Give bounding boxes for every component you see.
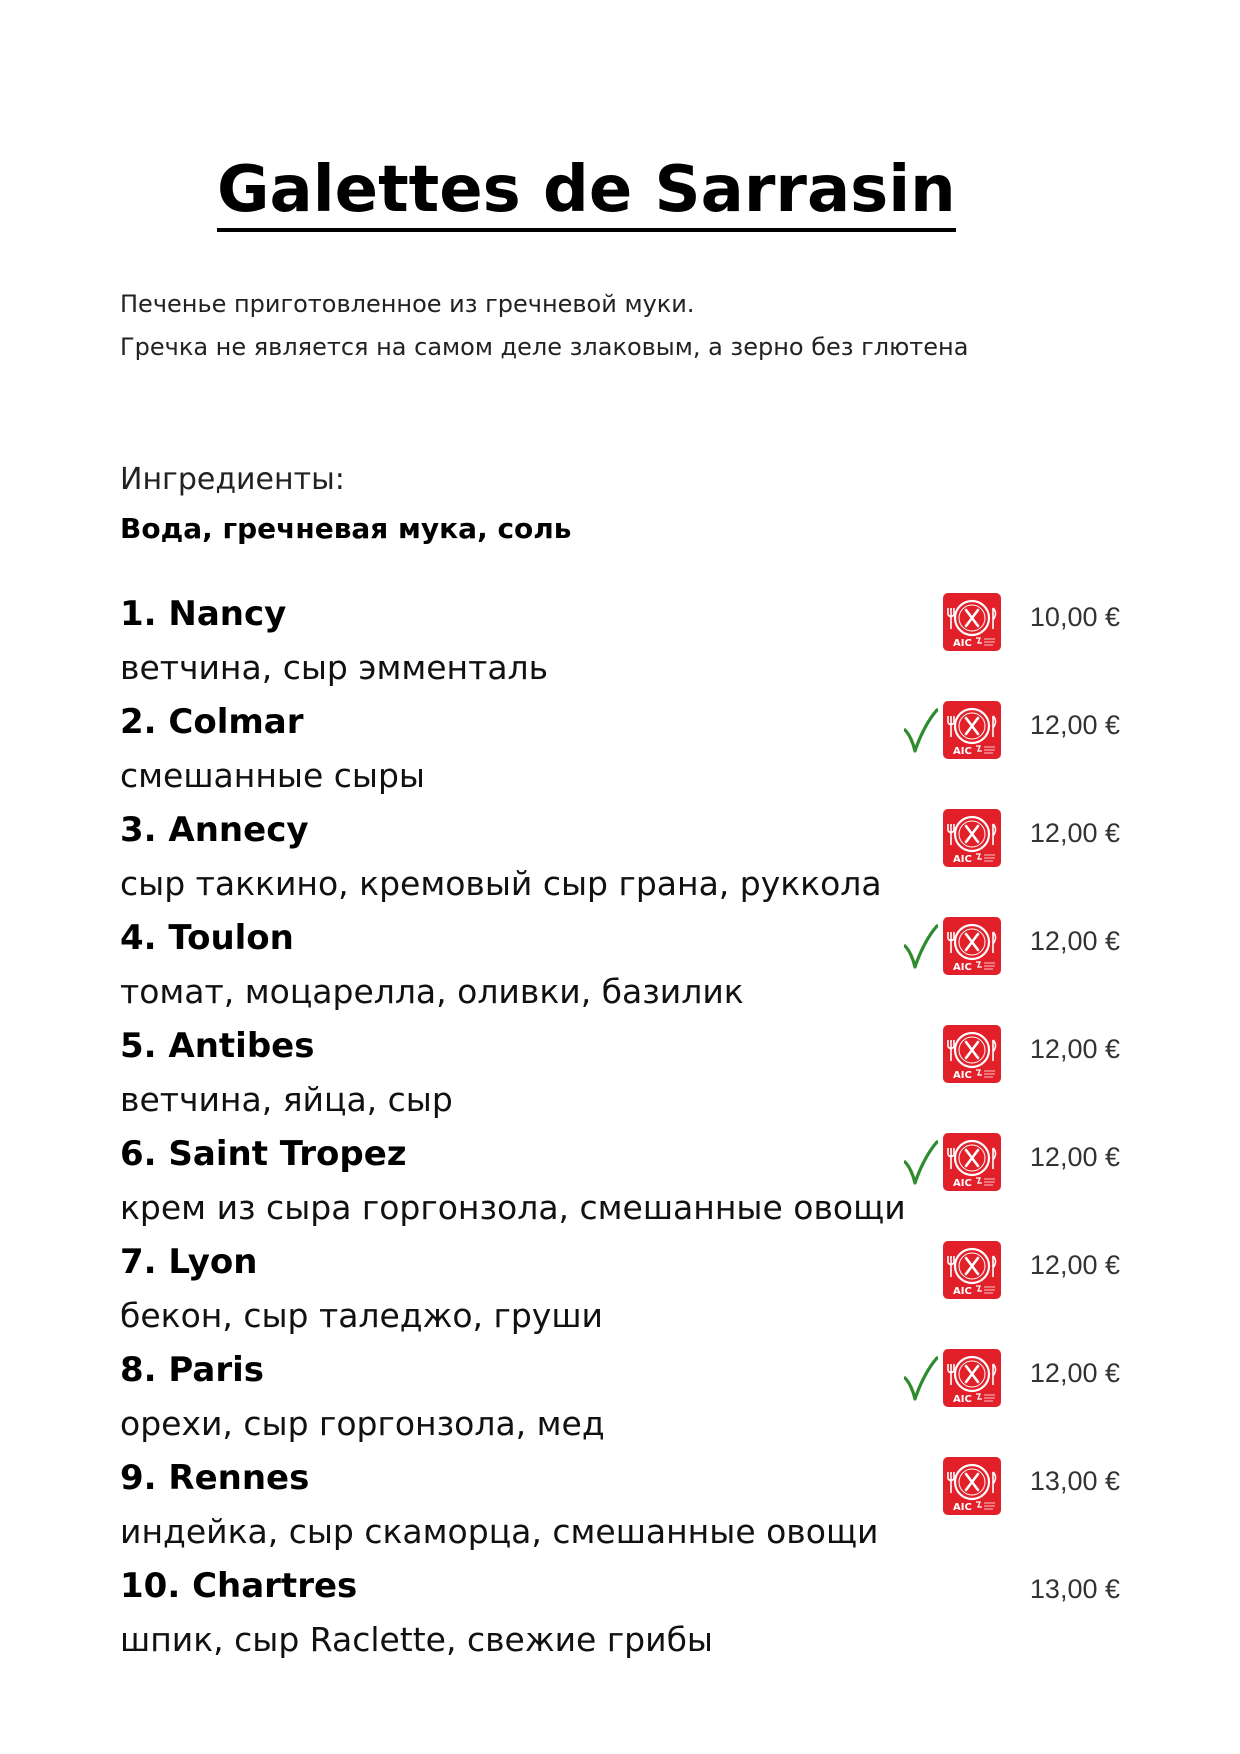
menu-item-description: крем из сыра горгонзола, смешанные овощи: [120, 1188, 906, 1227]
menu-item-name: 9. Rennes: [120, 1458, 310, 1498]
vegetarian-check-icon: [904, 924, 938, 970]
menu-item: [120, 914, 1120, 1022]
svg-text:AIC: AIC: [953, 854, 972, 865]
svg-text:AIC: AIC: [953, 1394, 972, 1405]
menu-item-name: 4. Toulon: [120, 918, 294, 958]
menu-item-description: орехи, сыр горгонзола, мед: [120, 1404, 605, 1443]
svg-text:AIC: AIC: [953, 746, 972, 757]
aic-gluten-free-icon: [943, 1457, 1001, 1515]
aic-gluten-free-icon: [943, 701, 1001, 759]
menu-item-description: томат, моцарелла, оливки, базилик: [120, 972, 744, 1011]
menu-item-price: 12,00 €: [1029, 1142, 1120, 1172]
aic-gluten-free-icon: [943, 593, 1001, 651]
menu-item-name: 10. Chartres: [120, 1566, 358, 1606]
menu-item: [120, 806, 1120, 914]
menu-item: [120, 1238, 1120, 1346]
menu-item-name: 2. Colmar: [120, 702, 304, 742]
intro-line-1: Печенье приготовленное из гречневой муки.: [120, 290, 695, 318]
aic-gluten-free-icon: [943, 1241, 1001, 1299]
menu-item: [120, 1562, 1120, 1670]
svg-text:AIC: AIC: [953, 1070, 972, 1081]
menu-item: [120, 1454, 1120, 1562]
page-title: Galettes de Sarrasin: [217, 158, 956, 232]
menu-item-description: бекон, сыр таледжо, груши: [120, 1296, 603, 1335]
svg-text:AIC: AIC: [953, 638, 972, 649]
menu-item-price: 12,00 €: [1029, 818, 1120, 848]
menu-item-price: 12,00 €: [1029, 1034, 1120, 1064]
menu-item-name: 6. Saint Tropez: [120, 1134, 407, 1174]
menu-item-price: 12,00 €: [1029, 1250, 1120, 1280]
menu-item-price: 12,00 €: [1029, 1358, 1120, 1388]
menu-list: [120, 590, 1120, 1670]
aic-gluten-free-icon: [943, 809, 1001, 867]
menu-item-description: сыр таккино, кремовый сыр грана, руккола: [120, 864, 882, 903]
aic-gluten-free-icon: [943, 1349, 1001, 1407]
menu-item-price: 12,00 €: [1029, 710, 1120, 740]
menu-item-price: 13,00 €: [1029, 1574, 1120, 1604]
menu-item-description: индейка, сыр скаморца, смешанные овощи: [120, 1512, 879, 1551]
aic-gluten-free-icon: [943, 1133, 1001, 1191]
menu-item: [120, 1022, 1120, 1130]
menu-item-name: 1. Nancy: [120, 594, 287, 634]
svg-text:AIC: AIC: [953, 1502, 972, 1513]
intro-line-2: Гречка не является на самом деле злаковым, а зерно без глютена: [120, 333, 969, 361]
menu-item-price: 12,00 €: [1029, 926, 1120, 956]
vegetarian-check-icon: [904, 1140, 938, 1186]
menu-item: [120, 1130, 1120, 1238]
menu-item-price: 10,00 €: [1029, 602, 1120, 632]
vegetarian-check-icon: [904, 708, 938, 754]
aic-gluten-free-icon: [943, 1025, 1001, 1083]
ingredients-list: Вода, гречневая мука, соль: [120, 512, 572, 545]
menu-item-name: 3. Annecy: [120, 810, 309, 850]
svg-text:AIC: AIC: [953, 1286, 972, 1297]
menu-item: [120, 1346, 1120, 1454]
vegetarian-check-icon: [904, 1356, 938, 1402]
intro-text: [120, 283, 1000, 369]
aic-gluten-free-icon: [943, 917, 1001, 975]
menu-item-name: 7. Lyon: [120, 1242, 258, 1282]
menu-item: [120, 698, 1120, 806]
menu-item-name: 5. Antibes: [120, 1026, 315, 1066]
svg-text:AIC: AIC: [953, 1178, 972, 1189]
menu-item-name: 8. Paris: [120, 1350, 265, 1390]
menu-item: [120, 590, 1120, 698]
menu-item-description: ветчина, яйца, сыр: [120, 1080, 453, 1119]
menu-item-description: смешанные сыры: [120, 756, 425, 795]
ingredients-label: Ингредиенты:: [120, 462, 345, 497]
menu-item-description: шпик, сыр Raclette, свежие грибы: [120, 1620, 713, 1659]
menu-item-description: ветчина, сыр эмменталь: [120, 648, 549, 687]
svg-text:AIC: AIC: [953, 962, 972, 973]
menu-item-price: 13,00 €: [1029, 1466, 1120, 1496]
